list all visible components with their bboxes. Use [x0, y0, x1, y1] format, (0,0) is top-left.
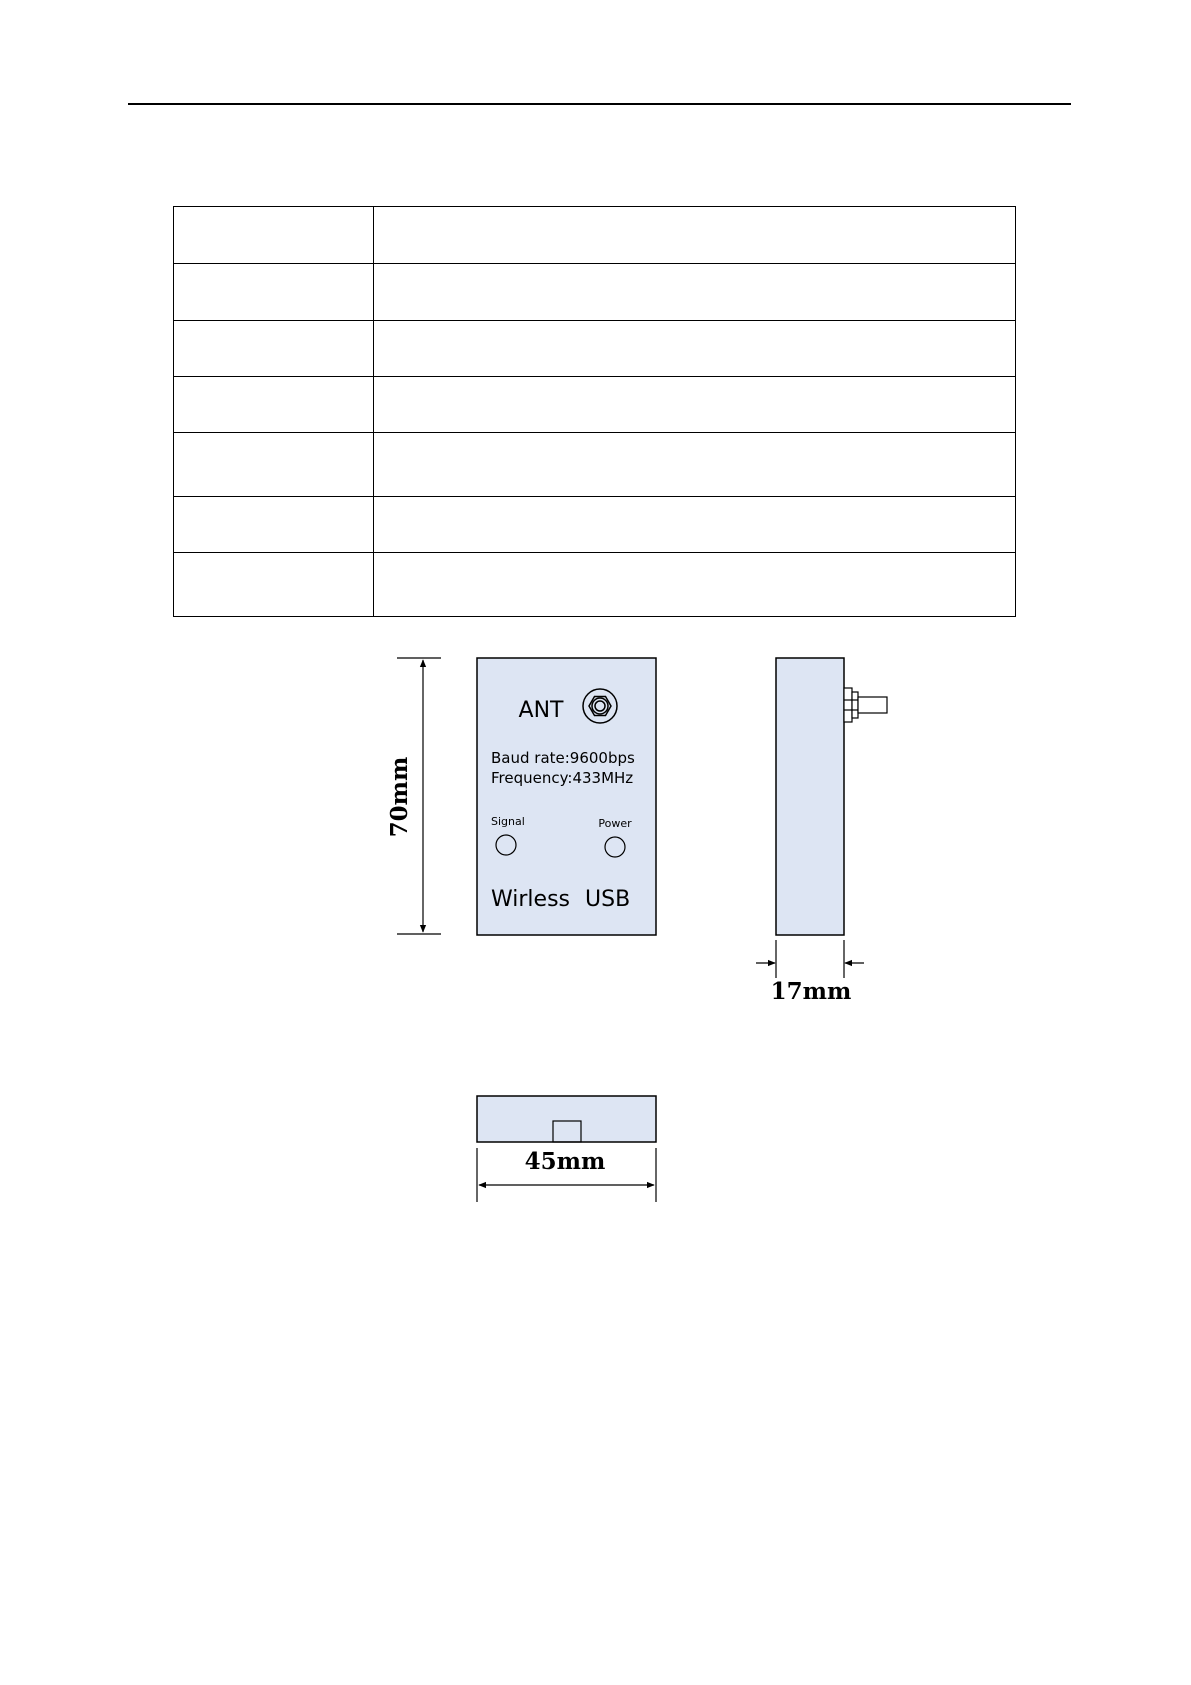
antenna-connector-side-icon [844, 688, 887, 722]
bottom-view-body [477, 1096, 656, 1142]
bottom-view [477, 1096, 656, 1142]
width-dimension-label: 45mm [524, 1148, 606, 1175]
side-view [776, 658, 887, 935]
height-dimension-label: 70mm [386, 756, 413, 838]
front-view [477, 658, 656, 935]
baud-rate-text: Baud rate:9600bps [491, 749, 635, 767]
power-label: Power [598, 817, 632, 830]
antenna-label: ANT [518, 698, 564, 723]
signal-label: Signal [491, 815, 525, 828]
depth-dimension-label: 17mm [770, 978, 852, 1005]
depth-dimension [756, 940, 864, 978]
side-view-body [776, 658, 844, 935]
frequency-text: Frequency:433MHz [491, 769, 634, 787]
device-name-left: Wirless [491, 887, 570, 912]
device-name-right: USB [585, 887, 631, 912]
